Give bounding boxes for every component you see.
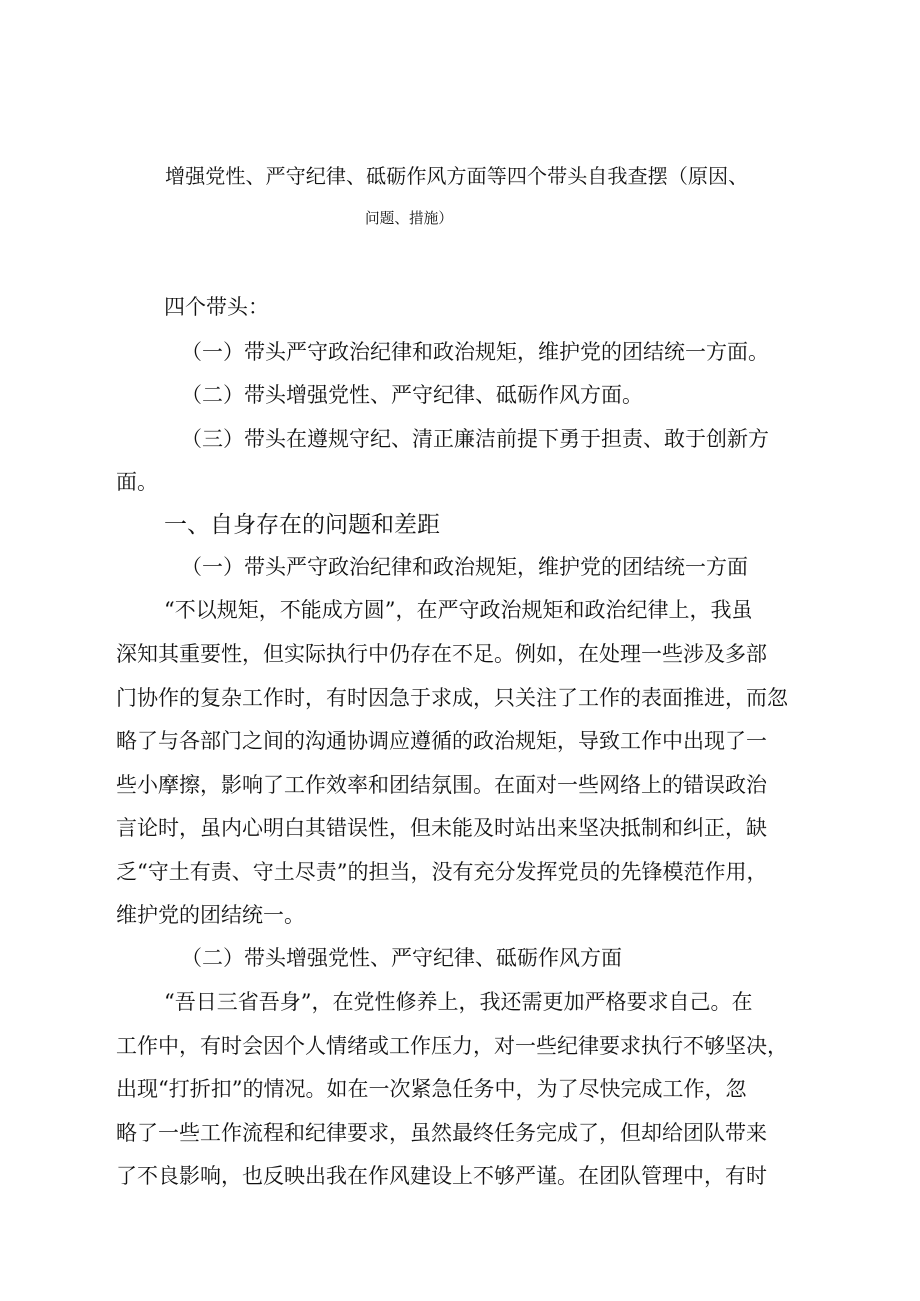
intro-item-3-continued: 面。 [116,470,158,494]
paragraph-line: 工作中，有时会因个人情绪或工作压力，对一些纪律要求执行不够坚决， [116,1034,788,1058]
section-1-heading: 一、自身存在的问题和差距 [164,512,440,538]
intro-item-1: （一）带头严守政治纪律和政治规矩，维护党的团结统一方面。 [181,340,769,364]
document-title-line-2: 问题、措施） [365,210,453,227]
paragraph-line: “吾日三省吾身”，在党性修养上，我还需更加严格要求自己。在 [164,990,753,1014]
paragraph-line: 略了一些工作流程和纪律要求，虽然最终任务完成了，但却给团队带来 [116,1121,767,1145]
intro-item-2: （二）带头增强党性、严守纪律、砥砺作风方面。 [181,383,643,407]
paragraph-line: 出现“打折扣”的情况。如在一次紧急任务中，为了尽快完成工作，忽 [116,1077,747,1101]
paragraph-line: 略了与各部门之间的沟通协调应遵循的政治规矩，导致工作中出现了一 [116,729,767,753]
subsection-2-heading: （二）带头增强党性、严守纪律、砥砺作风方面 [181,946,622,970]
paragraph-line: 乏“守土有责、守土尽责”的担当，没有充分发挥党员的先锋模范作用， [116,860,768,884]
intro-item-3: （三）带头在遵规守纪、清正廉洁前提下勇于担责、敢于创新方 [181,427,769,451]
document-title-line-1: 增强党性、严守纪律、砥砺作风方面等四个带头自我查摆（原因、 [165,164,749,188]
subsection-1-heading: （一）带头严守政治纪律和政治规矩，维护党的团结统一方面 [181,555,748,579]
intro-label: 四个带头： [164,295,269,319]
paragraph-line: 言论时，虽内心明白其错误性，但未能及时站出来坚决抵制和纠正，缺 [116,816,767,840]
paragraph-line: 些小摩擦，影响了工作效率和团结氛围。在面对一些网络上的错误政治 [116,773,767,797]
paragraph-line: 门协作的复杂工作时，有时因急于求成，只关注了工作的表面推进，而忽 [116,686,788,710]
paragraph-line: 深知其重要性，但实际执行中仍存在不足。例如，在处理一些涉及多部 [116,642,767,666]
paragraph-line: 了不良影响，也反映出我在作风建设上不够严谨。在团队管理中，有时 [116,1164,767,1188]
paragraph-line: 维护党的团结统一。 [116,903,305,927]
paragraph-line: “不以规矩，不能成方圆”，在严守政治规矩和政治纪律上，我虽 [164,598,753,622]
